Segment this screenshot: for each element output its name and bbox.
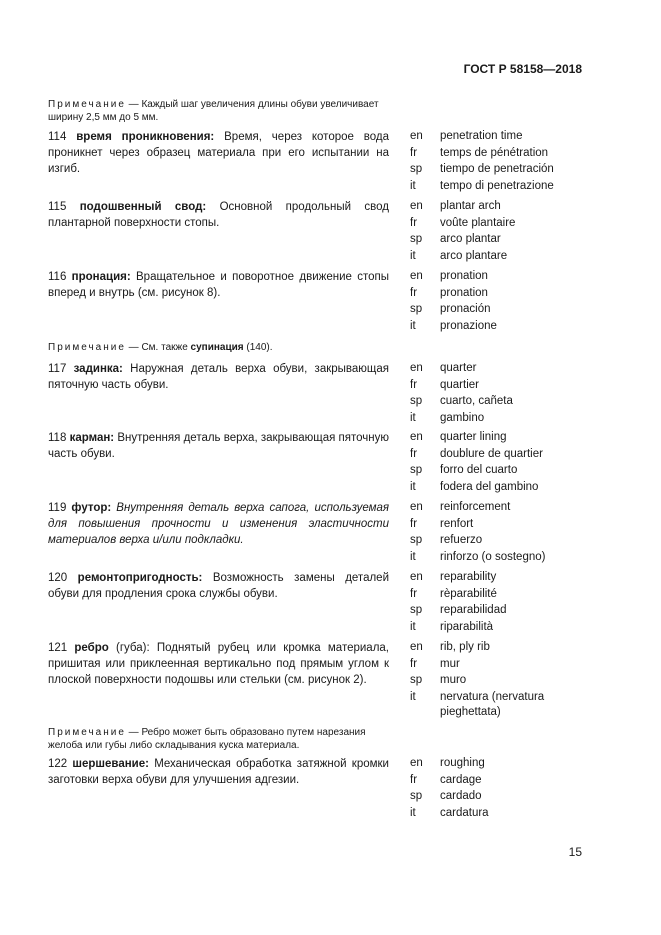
- translation-text: gambino: [440, 411, 485, 424]
- translation-row: [410, 689, 610, 720]
- translation-text: rib, ply rib: [440, 641, 490, 653]
- translation-row: [410, 231, 610, 248]
- lang-code: en: [410, 571, 423, 583]
- translation-text: arco plantare: [440, 249, 508, 262]
- translation-row: [410, 532, 610, 549]
- lang-code: fr: [410, 286, 418, 299]
- entry-121-translations: [410, 639, 610, 720]
- translation-row: [410, 602, 610, 619]
- entry-115-definition: [48, 199, 389, 231]
- lang-code: it: [410, 319, 416, 332]
- entry-text: (губа): Поднятый рубец или кромка материала, пришитая или приклеенная вертикально под прямым углом к плоской поверхности подошвы или стельки (см. рисунок 2).: [48, 642, 390, 686]
- entry-116-translations: [410, 268, 610, 334]
- translation-row: [410, 268, 610, 285]
- translation-text: mur: [440, 657, 460, 670]
- translation-row: [410, 755, 610, 772]
- translation-row: [410, 145, 610, 162]
- entry-122-definition: [48, 756, 389, 788]
- translation-row: [410, 161, 610, 178]
- translation-row: [410, 178, 610, 195]
- lang-code: it: [410, 690, 416, 703]
- translation-text: roughing: [440, 757, 485, 769]
- entry-number: 117: [48, 363, 74, 375]
- entry-term: задинка:: [73, 363, 123, 375]
- note-label: Примечание: [48, 727, 126, 738]
- lang-code: sp: [410, 604, 423, 617]
- lang-code: fr: [410, 216, 418, 229]
- lang-code: en: [410, 431, 423, 443]
- translation-text: temps de pénétration: [440, 146, 549, 159]
- entry-114-translations: [410, 128, 610, 194]
- lang-code: fr: [410, 773, 418, 786]
- note-label: Примечание: [48, 342, 126, 353]
- translation-row: [410, 215, 610, 232]
- lang-code: en: [410, 501, 423, 513]
- entry-term: время проникновения:: [76, 131, 215, 143]
- note-1: [48, 98, 393, 124]
- entry-number: 115: [48, 201, 80, 213]
- translation-row: [410, 656, 610, 673]
- lang-code: it: [410, 179, 416, 192]
- translation-text: cardado: [440, 790, 482, 803]
- document-header: ГОСТ Р 58158—2018: [463, 62, 582, 76]
- lang-code: fr: [410, 378, 418, 391]
- lang-code: en: [410, 362, 423, 374]
- entry-115-translations: [410, 198, 610, 264]
- translation-text: fodera del gambino: [440, 480, 539, 493]
- translation-text: rèparabilité: [440, 587, 497, 600]
- lang-code: en: [410, 130, 423, 142]
- translation-row: [410, 569, 610, 586]
- lang-code: fr: [410, 657, 418, 670]
- translation-row: [410, 672, 610, 689]
- translation-row: [410, 788, 610, 805]
- translation-row: [410, 549, 610, 566]
- lang-code: en: [410, 757, 423, 769]
- entry-term: карман:: [69, 432, 115, 444]
- translation-row: [410, 516, 610, 533]
- entry-term: пронация:: [71, 271, 131, 283]
- translation-text: voûte plantaire: [440, 216, 516, 229]
- translation-row: [410, 285, 610, 302]
- entry-number: 118: [48, 432, 70, 444]
- translation-text: plantar arch: [440, 200, 501, 212]
- translation-row: [410, 248, 610, 265]
- entry-117-definition: [48, 361, 389, 393]
- entry-118-translations: [410, 429, 610, 495]
- entry-term: шершевание:: [72, 758, 149, 770]
- lang-code: sp: [410, 464, 423, 477]
- entry-text: Вращательное и поворотное движение стопы вперед и внутрь (см. рисунок 8).: [48, 271, 389, 299]
- translation-row: [410, 772, 610, 789]
- entry-text: Внутренняя деталь верха сапога, используемая для повышения прочности и изменения эластичности материалов верха и/или подкладки.: [48, 502, 390, 546]
- entry-119-translations: [410, 499, 610, 565]
- translation-text: quarter: [440, 362, 477, 374]
- entry-117-translations: [410, 360, 610, 426]
- translation-text: tiempo de penetración: [440, 163, 554, 176]
- translation-row: [410, 301, 610, 318]
- translation-row: [410, 410, 610, 427]
- translation-text: cardage: [440, 773, 482, 786]
- translation-text: reparabilidad: [440, 604, 507, 617]
- lang-code: fr: [410, 447, 418, 460]
- translation-text: cardatura: [440, 806, 489, 819]
- lang-code: it: [410, 411, 416, 424]
- entry-term: футор:: [71, 502, 112, 514]
- lang-code: sp: [410, 395, 423, 408]
- note-2: [48, 341, 393, 354]
- translation-text: quartier: [440, 378, 479, 391]
- translation-text: rinforzo (o sostegno): [440, 550, 546, 563]
- lang-code: en: [410, 641, 423, 653]
- lang-code: sp: [410, 534, 423, 547]
- lang-code: fr: [410, 517, 418, 530]
- translation-row: [410, 619, 610, 636]
- note-term: супинация: [190, 342, 244, 353]
- translation-text: renfort: [440, 517, 474, 530]
- lang-code: it: [410, 806, 416, 819]
- entry-number: 114: [48, 131, 77, 143]
- entry-text: Основной продольный свод плантарной поверхности стопы.: [48, 201, 389, 229]
- lang-code: sp: [410, 790, 423, 803]
- entry-term: ремонтопригодность:: [77, 572, 203, 584]
- lang-code: fr: [410, 146, 418, 159]
- entry-text: Механическая обработка затяжной кромки заготовки верха обуви для улучшения адгезии.: [48, 758, 389, 786]
- translation-text: doublure de quartier: [440, 447, 543, 460]
- lang-code: sp: [410, 303, 423, 316]
- translation-row: [410, 128, 610, 145]
- entry-number: 121: [48, 642, 75, 654]
- note-3: [48, 726, 393, 752]
- entry-number: 122: [48, 758, 73, 770]
- entry-116-definition: [48, 269, 389, 301]
- page-number: 15: [568, 845, 582, 859]
- entry-text: Время, через которое вода проникнет через образец материала при его испытании на изгиб.: [48, 131, 390, 175]
- lang-code: en: [410, 200, 423, 212]
- translation-text: pronazione: [440, 319, 497, 332]
- lang-code: fr: [410, 587, 418, 600]
- note-label: Примечание: [48, 99, 126, 110]
- translation-row: [410, 446, 610, 463]
- entry-text: Внутренняя деталь верха, закрывающая пяточную часть обуви.: [48, 432, 389, 460]
- translation-text: nervatura (nervatura pieghettata): [440, 690, 545, 718]
- translation-text: reparability: [440, 571, 497, 583]
- note-text: — Ребро может быть образовано путем нарезания желоба или губы либо складывания куска материала.: [48, 727, 366, 751]
- entry-120-definition: [48, 570, 389, 602]
- entry-number: 119: [48, 502, 72, 514]
- translation-text: penetration time: [440, 130, 523, 142]
- lang-code: it: [410, 249, 416, 262]
- translation-row: [410, 429, 610, 446]
- translation-row: [410, 318, 610, 335]
- translation-text: refuerzo: [440, 534, 483, 547]
- lang-code: it: [410, 480, 416, 493]
- translation-text: reinforcement: [440, 501, 511, 513]
- note-text: — Каждый шаг увеличения длины обуви увеличивает ширину 2,5 мм до 5 мм.: [48, 99, 379, 123]
- translation-row: [410, 393, 610, 410]
- translation-text: pronation: [440, 270, 488, 282]
- lang-code: it: [410, 620, 416, 633]
- entry-121-definition: [48, 640, 389, 688]
- translation-row: [410, 586, 610, 603]
- entry-number: 120: [48, 572, 78, 584]
- translation-text: arco plantar: [440, 233, 501, 246]
- entry-term: подошвенный свод:: [79, 201, 207, 213]
- translation-text: forro del cuarto: [440, 464, 518, 477]
- entry-text: Возможность замены деталей обуви для продления срока службы обуви.: [48, 572, 389, 600]
- entry-120-translations: [410, 569, 610, 635]
- entry-number: 116: [48, 271, 72, 283]
- translation-text: quarter lining: [440, 431, 507, 443]
- translation-row: [410, 639, 610, 656]
- entry-122-translations: [410, 755, 610, 821]
- entry-114-definition: [48, 129, 389, 177]
- translation-text: tempo di penetrazione: [440, 179, 554, 192]
- translation-text: pronation: [440, 286, 488, 299]
- translation-row: [410, 462, 610, 479]
- translation-text: cuarto, cañeta: [440, 395, 513, 408]
- translation-row: [410, 377, 610, 394]
- entry-term: ребро: [74, 642, 109, 654]
- note-text: — См. также: [125, 342, 191, 353]
- note-text: (140).: [243, 342, 273, 353]
- lang-code: en: [410, 270, 423, 282]
- lang-code: sp: [410, 674, 423, 687]
- translation-row: [410, 360, 610, 377]
- lang-code: sp: [410, 233, 423, 246]
- translation-text: riparabilità: [440, 620, 494, 633]
- entry-text: Наружная деталь верха обуви, закрывающая пяточную часть обуви.: [48, 363, 390, 391]
- lang-code: it: [410, 550, 416, 563]
- entry-119-definition: [48, 500, 389, 548]
- translation-row: [410, 499, 610, 516]
- lang-code: sp: [410, 163, 423, 176]
- entry-118-definition: [48, 430, 389, 462]
- translation-text: pronación: [440, 303, 491, 316]
- translation-row: [410, 198, 610, 215]
- translation-row: [410, 479, 610, 496]
- translation-row: [410, 805, 610, 822]
- translation-text: muro: [440, 674, 467, 687]
